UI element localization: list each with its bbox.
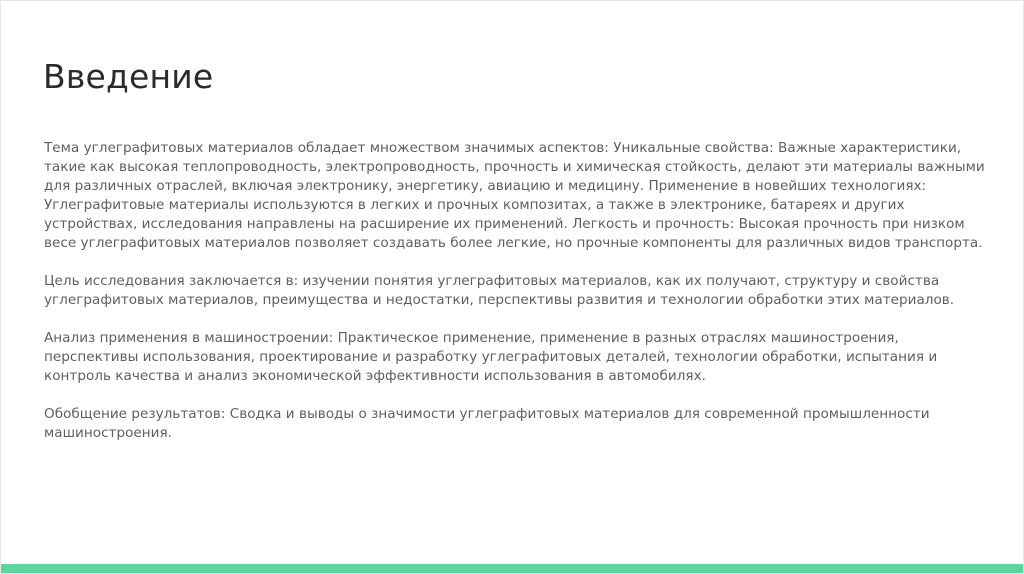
paragraph-goal: Цель исследования заключается в: изучении понятия углеграфитовых материалов, как их получают, структуру и свойства углеграфитовых материалов, преимущества и недостатки, перспективы развития и технологии обработки этих материалов. <box>44 273 955 308</box>
slide-body <box>44 139 989 462</box>
paragraph-analysis: Анализ применения в машиностроении: Практическое применение, применение в разных отраслях машиностроения, перспективы использования, проектирование и разработку углеграфитовых деталей, технологии обработки, испытания и контроль качества и анализ экономической эффективности использования в автомобилях. <box>44 330 938 384</box>
paragraph-summary: Обобщение результатов: Сводка и выводы о значимости углеграфитовых материалов для современной промышленности машиностроения. <box>44 406 930 441</box>
accent-bar <box>1 564 1023 573</box>
paragraph-intro: Тема углеграфитовых материалов обладает множеством значимых аспектов: Уникальные свойства: Важные характеристики, такие как высокая теплопроводность, электропроводность, прочность и химическая стойкость, делают эти материалы важными для различных отраслей, включая электронику, энергетику, авиацию и медицину. Применение в новейших технологиях: Углеграфитовые материалы используются в легких и прочных композитах, а также в электронике, батареях и других устройствах, исследования направлены на расширение их применений. Легкость и прочность: Высокая прочность при низком весе углеграфитовых материалов позволяет создавать более легкие, но прочные компоненты для различных видов транспорта. <box>44 140 985 251</box>
slide-title: Введение <box>43 57 214 96</box>
